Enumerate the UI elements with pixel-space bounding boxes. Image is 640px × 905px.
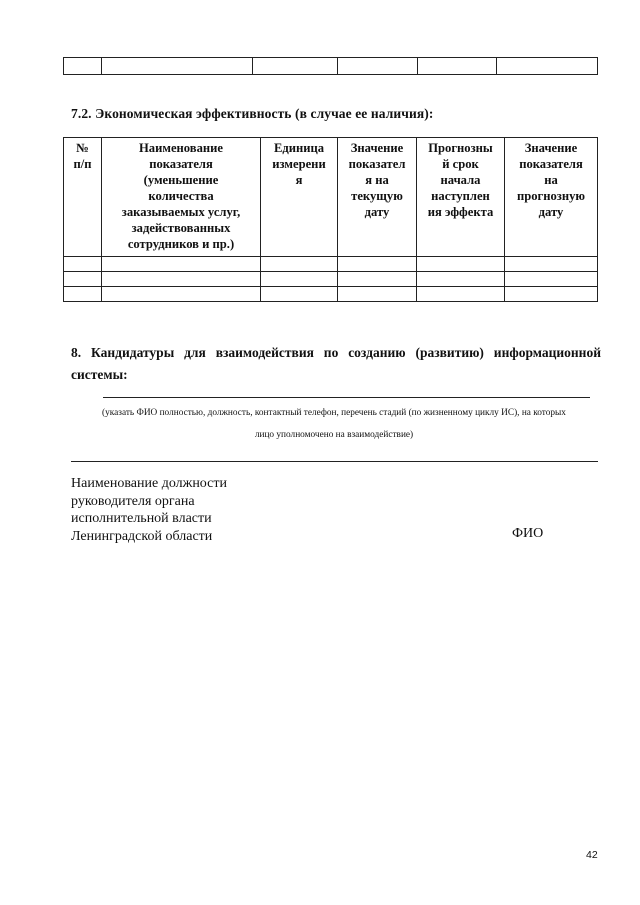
table-row — [64, 287, 598, 302]
table-cell — [261, 257, 338, 272]
table-cell — [417, 272, 505, 287]
table-row — [64, 257, 598, 272]
table-cell — [64, 287, 102, 302]
table-cell — [338, 58, 418, 75]
table-header-row — [64, 138, 598, 257]
table-cell — [102, 272, 261, 287]
table-cell — [102, 257, 261, 272]
section-8-heading: 8. Кандидатуры для взаимодействия по созданию (развитию) информационной системы: — [71, 345, 601, 382]
signatory-position: Наименование должности руководителя органа исполнительной власти Ленинградской области — [71, 476, 227, 544]
header-number: № п/п — [64, 138, 102, 257]
table-cell — [417, 257, 505, 272]
header-forecast-term: Прогнозны й срок начала наступлен ия эффекта — [417, 138, 505, 257]
header-unit: Единица измерени я — [261, 138, 338, 257]
table-cell — [417, 287, 505, 302]
table-cell — [64, 272, 102, 287]
fill-in-line — [71, 461, 598, 462]
table-cell — [505, 287, 598, 302]
section-7-2-heading: 7.2. Экономическая эффективность (в случае ее наличия): — [71, 106, 434, 121]
economic-efficiency-table — [63, 137, 598, 302]
signatory-name: ФИО — [512, 526, 544, 541]
header-indicator-name: Наименование показателя (уменьшение количества заказываемых услуг, задействованных сотрудников и пр.) — [102, 138, 261, 257]
fill-in-hint: (указать ФИО полностью, должность, контактный телефон, перечень стадий (по жизненному циклу ИС), на которых — [102, 408, 566, 418]
table-cell — [505, 257, 598, 272]
table-cell — [64, 58, 102, 75]
header-current-value: Значение показател я на текущую дату — [338, 138, 417, 257]
table-cell — [64, 257, 102, 272]
header-forecast-value: Значение показателя на прогнозную дату — [505, 138, 598, 257]
fill-in-hint-continued: лицо уполномочено на взаимодействие) — [254, 430, 414, 440]
table-cell — [261, 272, 338, 287]
table-cell — [497, 58, 598, 75]
table-cell — [102, 58, 253, 75]
previous-table-fragment — [63, 57, 598, 75]
table-cell — [505, 272, 598, 287]
table-cell — [338, 272, 417, 287]
table-cell — [418, 58, 497, 75]
table-row — [64, 58, 598, 75]
table-cell — [253, 58, 338, 75]
table-cell — [261, 287, 338, 302]
table-cell — [338, 257, 417, 272]
fill-in-line — [103, 397, 590, 398]
table-cell — [102, 287, 261, 302]
table-cell — [338, 287, 417, 302]
page-number: 42 — [586, 849, 598, 861]
table-row — [64, 272, 598, 287]
